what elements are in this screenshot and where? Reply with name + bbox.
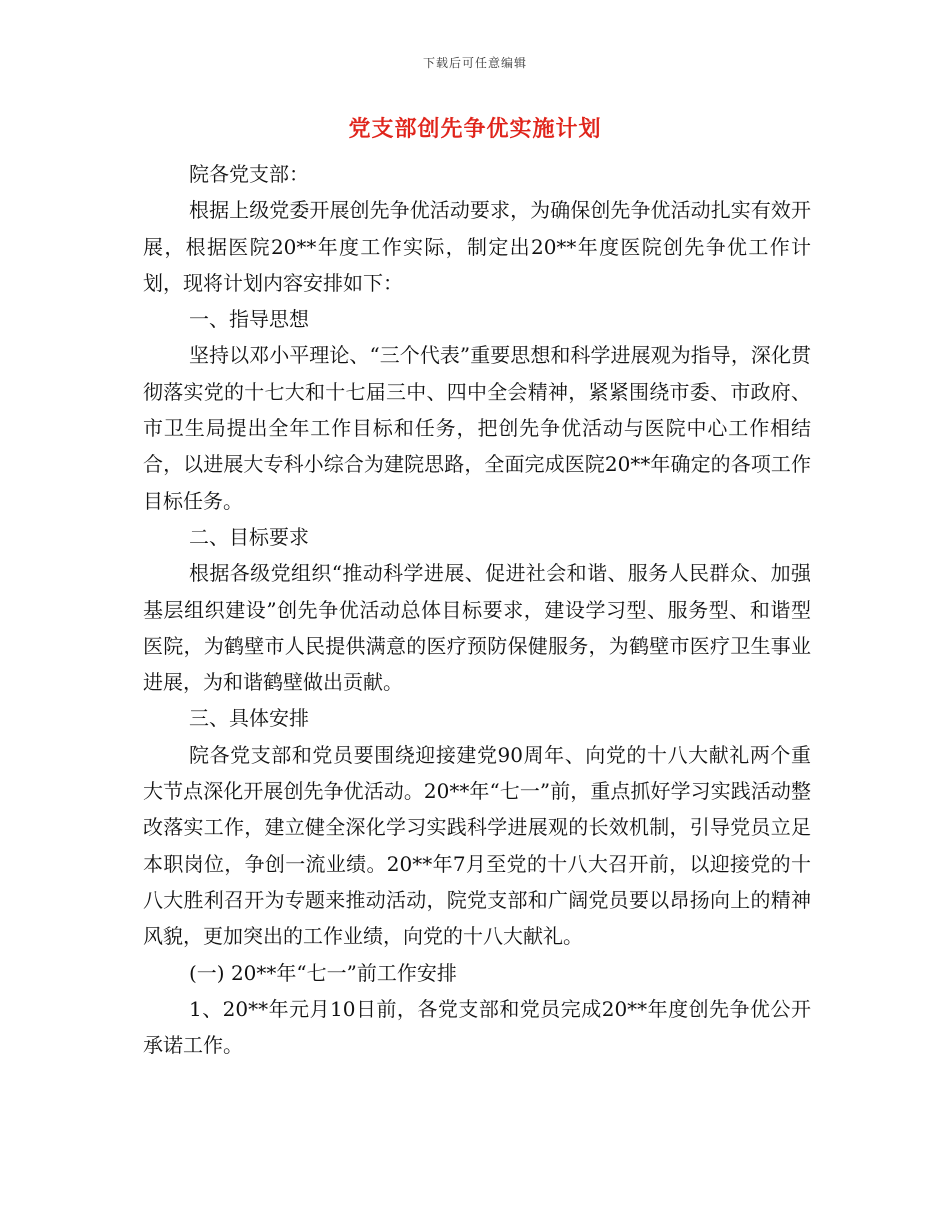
document-title: 党支部创先争优实施计划 [348, 116, 602, 142]
salutation: 院各党支部： [189, 162, 309, 186]
paragraph-intro: 根据上级党委开展创先争优活动要求，为确保创先争优活动扎实有效开展，根据医院20**年度工作实际，制定出20**年度医院创先争优工作计划，现将计划内容安排如下： [143, 198, 811, 295]
paragraph-guiding-thought: 坚持以邓小平理论、“三个代表”重要思想和科学进展观为指导，深化贯彻落实党的十七大和十七届三中、四中全会精神，紧紧围绕市委、市政府、市卫生局提出全年工作目标和任务，把创先争优活动与医院中心工作相结合，以进展大专科小综合为建院思路，全面完成医院20**年确定的各项工作目标任务。 [143, 343, 811, 513]
document-body [143, 156, 811, 1063]
header-note: 下载后可任意编辑 [422, 56, 527, 70]
paragraph-arrangements: 院各党支部和党员要围绕迎接建党90周年、向党的十八大献礼两个重大节点深化开展创先争优活动。20**年“七一”前，重点抓好学习实践活动整改落实工作，建立健全深化学习实践科学进展观的长效机制，引导党员立足本职岗位，争创一流业绩。20**年7月至党的十八大召开前，以迎接党的十八大胜利召开为专题来推动活动，院党支部和广阔党员要以昂扬向上的精神风貌，更加突出的工作业绩，向党的十八大献礼。 [143, 742, 811, 949]
heading-guiding-thought: 一、指导思想 [189, 307, 309, 332]
heading-goals: 二、目标要求 [189, 524, 309, 549]
heading-arrangements: 三、具体安排 [189, 706, 309, 731]
list-item-1: 1、20**年元月10日前，各党支部和党员完成20**年度创先争优公开承诺工作。 [143, 996, 811, 1058]
paragraph-goals: 根据各级党组织“推动科学进展、促进社会和谐、服务人民群众、加强基层组织建设”创先争优活动总体目标要求，建设学习型、服务型、和谐型医院，为鹤壁市人民提供满意的医疗预防保健服务，为鹤壁市医疗卫生事业进展，为和谐鹤壁做出贡献。 [143, 561, 811, 695]
subheading-before-july: (一) 20**年“七一”前工作安排 [189, 960, 457, 985]
